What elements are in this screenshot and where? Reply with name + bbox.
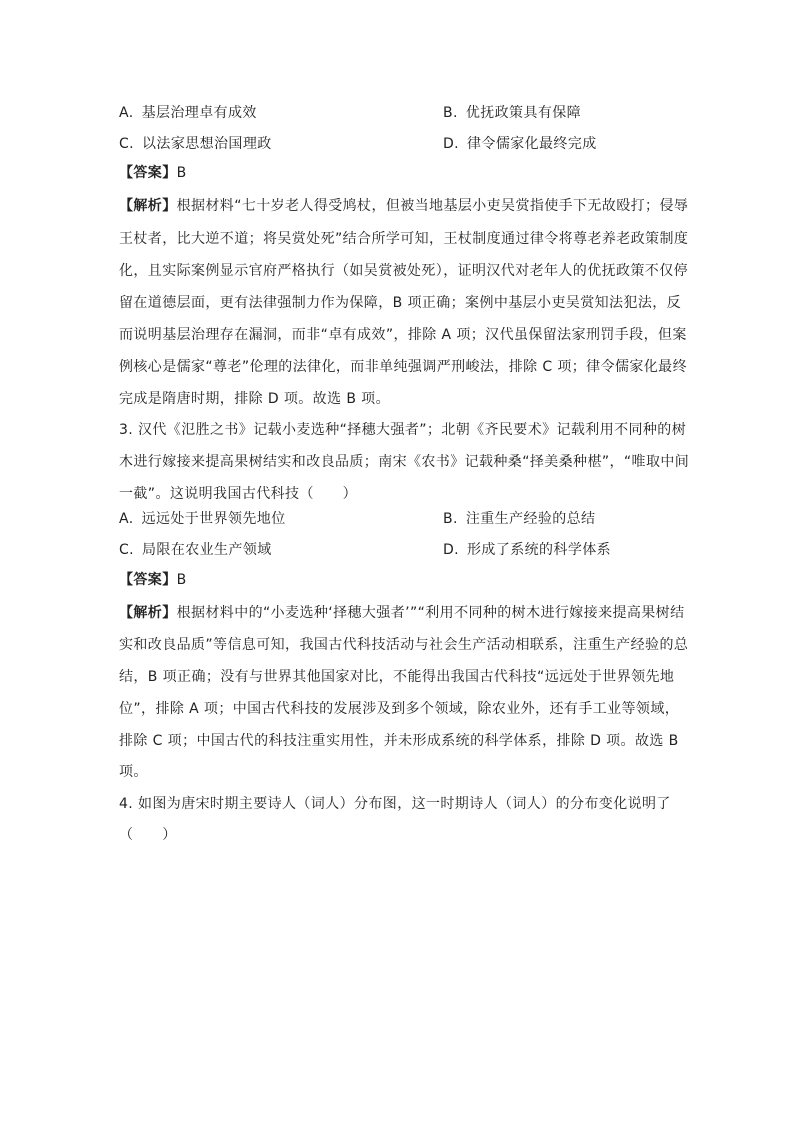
- q2-option-c: [119, 135, 272, 153]
- option-letter: D.: [443, 542, 460, 558]
- q3-analysis-line: 位”，排除 A 项；中国古代科技的发展涉及到多个领域，除农业外，还有手工业等领域，: [119, 701, 680, 717]
- option-letter: B.: [443, 511, 458, 527]
- q2-analysis-line: 化，且实际案例显示官府严格执行（如吴赏被处死），证明汉代对老年人的优抚政策不仅停: [119, 263, 688, 279]
- option-text: 优抚政策具有保障: [465, 105, 582, 121]
- option-letter: A.: [119, 105, 134, 121]
- q3-option-c: [119, 541, 272, 559]
- option-letter: B.: [443, 105, 458, 121]
- option-letter: D.: [443, 136, 460, 152]
- q4-stem-line: 4. 如图为唐宋时期主要诗人（词人）分布图，这一时期诗人（词人）的分布变化说明了: [119, 796, 671, 812]
- q2-answer: [119, 164, 679, 182]
- option-text: 远远处于世界领先地位: [141, 511, 286, 527]
- q2-option-b: [443, 104, 581, 122]
- option-text: 注重生产经验的总结: [465, 511, 596, 527]
- q2-analysis-line: [119, 197, 689, 215]
- option-text: 局限在农业生产领域: [142, 542, 272, 558]
- q3-analysis-line: 结，B 项正确；没有与世界其他国家对比，不能得出我国古代科技“远远处于世界领先地: [119, 669, 675, 685]
- q3-stem-line: 木进行嫁接来提高果树结实和改良品质；南宋《农书》记载种桑“择美桑种椹”，“唯取中间: [119, 454, 690, 470]
- q3-answer: [119, 571, 679, 589]
- q2-analysis-line: 留在道德层面，更有法律强制力作为保障，B 项正确；案例中基层小吏吴赏知法犯法，反: [119, 295, 682, 311]
- analysis-text: 根据材料中的“小麦选种‘择穗大强者’”“利用不同种的树木进行嫁接来提高果树结: [176, 605, 685, 621]
- option-letter: A.: [119, 511, 134, 527]
- q3-analysis-line: 实和改良品质”等信息可知，我国古代科技活动与社会生产活动相联系，注重生产经验的总: [119, 637, 689, 653]
- q3-stem-line: 3. 汉代《氾胜之书》记载小麦选种“择穗大强者”；北朝《齐民要术》记载利用不同种的树: [119, 422, 687, 438]
- analysis-text: 根据材料“七十岁老人得受鸠杖，但被当地基层小吏吴赏指使手下无故殴打；侵辱: [176, 198, 689, 214]
- q2-analysis-line: 例核心是儒家“尊老”伦理的法律化，而非单纯强调严刑峻法，排除 C 项；律令儒家化最终: [119, 359, 687, 375]
- answer-value: B: [176, 572, 187, 588]
- q2-option-a: [119, 104, 257, 122]
- analysis-label: 【解析】: [119, 605, 177, 621]
- q3-analysis-line: 排除 C 项；中国古代的科技注重实用性，并未形成系统的科学体系，排除 D 项。故选 B: [119, 733, 679, 749]
- answer-label: 【答案】: [119, 572, 177, 588]
- q3-option-b: [443, 510, 595, 528]
- q3-analysis-line: 项。: [119, 764, 148, 780]
- answer-value: B: [176, 165, 187, 181]
- option-text: 律令儒家化最终完成: [467, 136, 597, 152]
- analysis-label: 【解析】: [119, 198, 177, 214]
- option-letter: C.: [119, 136, 135, 152]
- option-letter: C.: [119, 542, 135, 558]
- q3-option-d: [443, 541, 611, 559]
- answer-label: 【答案】: [119, 165, 177, 181]
- q4-stem-line: （ ）: [119, 827, 177, 843]
- q2-analysis-line: 完成是隋唐时期，排除 D 项。故选 B 项。: [119, 391, 390, 407]
- q2-analysis-line: 王杖者，比大逆不道；将吴赏处死”结合所学可知，王杖制度通过律令将尊老养老政策制度: [119, 231, 689, 247]
- option-text: 形成了系统的科学体系: [467, 542, 612, 558]
- q3-analysis-line: [119, 604, 685, 622]
- q2-option-d: [443, 135, 597, 153]
- q3-option-a: [119, 510, 286, 528]
- option-text: 以法家思想治国理政: [142, 136, 272, 152]
- q3-stem-line: 一截”。这说明我国古代科技（ ）: [119, 486, 358, 502]
- option-text: 基层治理卓有成效: [141, 105, 257, 121]
- q2-analysis-line: 而说明基层治理存在漏洞，而非“卓有成效”，排除 A 项；汉代虽保留法家刑罚手段，但案: [119, 327, 687, 343]
